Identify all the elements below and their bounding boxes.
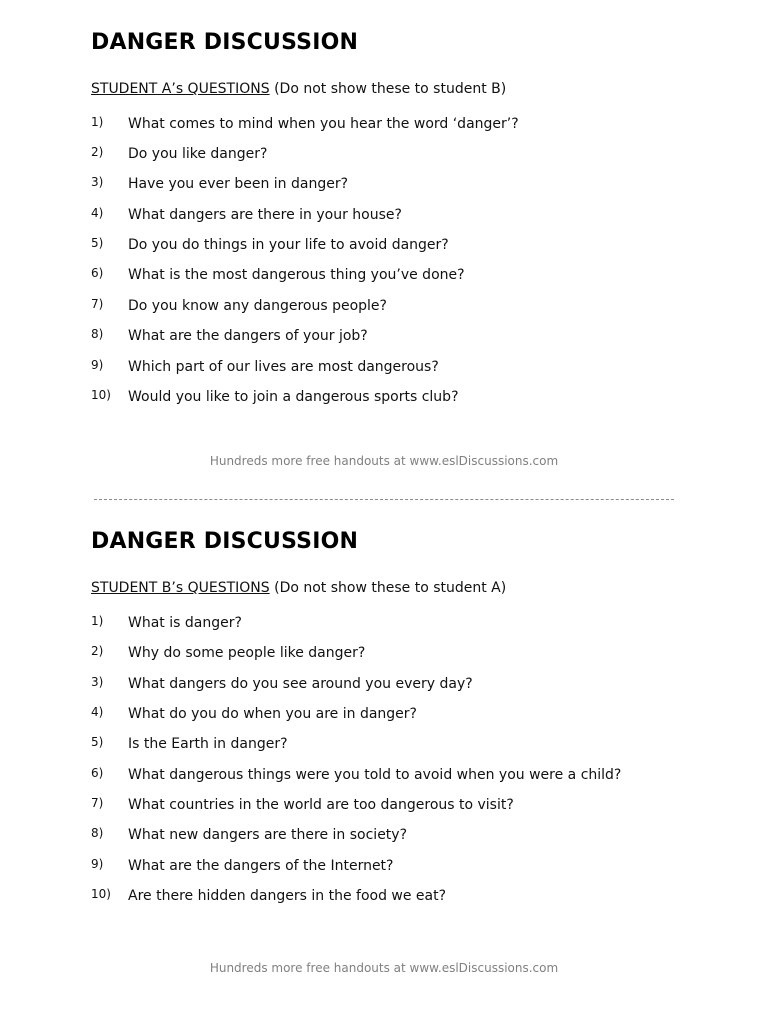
question-number: 4) <box>91 206 104 220</box>
section-a-subtitle-note: (Do not show these to student B) <box>269 81 507 97</box>
question-text: What dangerous things were you told to avoid when you were a child? <box>128 767 622 783</box>
question-text: Is the Earth in danger? <box>128 736 288 752</box>
section-a-question <box>91 146 731 166</box>
question-number: 7) <box>91 297 104 311</box>
section-b-footer: Hundreds more free handouts at www.eslDiscussions.com <box>209 961 559 975</box>
question-number: 1) <box>91 115 104 129</box>
question-text: Why do some people like danger? <box>128 645 366 661</box>
cut-line-divider <box>94 499 674 500</box>
question-number: 9) <box>91 358 104 372</box>
question-text: What are the dangers of your job? <box>128 328 368 344</box>
question-text: Do you know any dangerous people? <box>128 298 387 314</box>
section-b-question <box>91 645 731 665</box>
section-b-question <box>91 706 731 726</box>
section-b-question <box>91 736 731 756</box>
section-a-question <box>91 267 731 287</box>
question-text: Do you do things in your life to avoid danger? <box>128 237 449 253</box>
section-b-subtitle <box>91 581 506 595</box>
section-a-question <box>91 116 731 136</box>
question-text: What new dangers are there in society? <box>128 827 408 843</box>
section-b-question <box>91 858 731 878</box>
section-b-question <box>91 797 731 817</box>
question-text: Which part of our lives are most dangerous? <box>128 359 439 375</box>
question-number: 1) <box>91 614 104 628</box>
question-number: 7) <box>91 796 104 810</box>
section-b-title: DANGER DISCUSSION <box>91 529 359 554</box>
section-b-question <box>91 615 731 635</box>
section-b-question <box>91 767 731 787</box>
question-text: What countries in the world are too dangerous to visit? <box>128 797 514 813</box>
section-b-subtitle-label: STUDENT B’s QUESTIONS <box>91 580 270 596</box>
question-number: 10) <box>91 887 111 901</box>
question-text: Have you ever been in danger? <box>128 176 349 192</box>
question-number: 2) <box>91 644 104 658</box>
question-number: 8) <box>91 826 104 840</box>
question-number: 4) <box>91 705 104 719</box>
question-number: 10) <box>91 388 111 402</box>
question-number: 5) <box>91 236 104 250</box>
question-text: What comes to mind when you hear the word ‘danger’? <box>128 116 519 132</box>
question-number: 6) <box>91 266 104 280</box>
section-a-question <box>91 237 731 257</box>
question-number: 3) <box>91 675 104 689</box>
question-text: Do you like danger? <box>128 146 268 162</box>
section-a-subtitle-label: STUDENT A’s QUESTIONS <box>91 81 270 97</box>
question-number: 6) <box>91 766 104 780</box>
section-a-subtitle <box>91 82 506 96</box>
question-number: 8) <box>91 327 104 341</box>
section-b-question <box>91 827 731 847</box>
question-number: 5) <box>91 735 104 749</box>
question-number: 3) <box>91 175 104 189</box>
question-text: Are there hidden dangers in the food we eat? <box>128 888 447 904</box>
question-text: Would you like to join a dangerous sports club? <box>128 389 459 405</box>
section-a-footer: Hundreds more free handouts at www.eslDiscussions.com <box>209 454 559 468</box>
section-a-title: DANGER DISCUSSION <box>91 30 359 55</box>
section-b-question <box>91 888 731 908</box>
section-b-subtitle-note: (Do not show these to student A) <box>269 580 507 596</box>
section-b-question <box>91 676 731 696</box>
question-text: What dangers do you see around you every day? <box>128 676 473 692</box>
section-a-question <box>91 389 731 409</box>
question-text: What do you do when you are in danger? <box>128 706 417 722</box>
section-a-question <box>91 176 731 196</box>
question-text: What is danger? <box>128 615 242 631</box>
section-a-question <box>91 207 731 227</box>
question-text: What is the most dangerous thing you’ve done? <box>128 267 465 283</box>
question-number: 9) <box>91 857 104 871</box>
section-a-question <box>91 328 731 348</box>
section-a-question <box>91 359 731 379</box>
question-text: What are the dangers of the Internet? <box>128 858 394 874</box>
question-text: What dangers are there in your house? <box>128 207 402 223</box>
section-a-question <box>91 298 731 318</box>
question-number: 2) <box>91 145 104 159</box>
